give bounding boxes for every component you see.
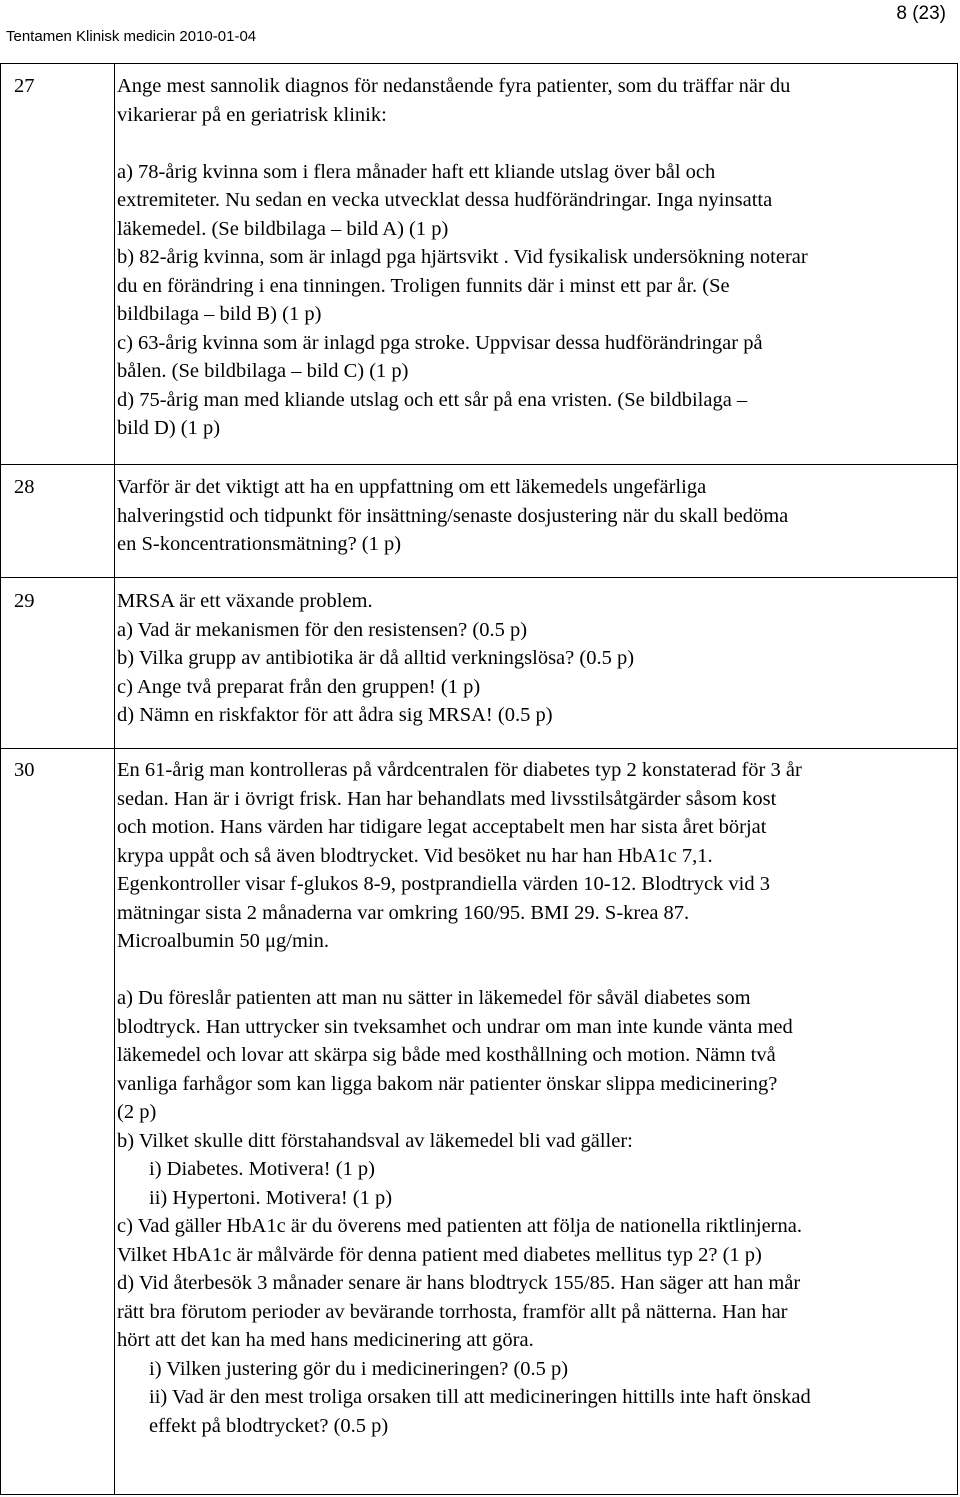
question-text: vanliga farhågor som kan ligga bakom när patienter önskar slippa medicinering? bbox=[117, 1072, 778, 1095]
question-row-30 bbox=[1, 748, 957, 1494]
question-text: bild D) (1 p) bbox=[117, 417, 221, 439]
question-number: 28 bbox=[14, 476, 35, 498]
question-text: ii) Vad är den mest troliga orsaken till att medicineringen hittills inte haft önskad bbox=[149, 1386, 811, 1408]
question-text: du en förändring i ena tinningen. Troligen funnits där i minst ett par år. (Se bbox=[117, 274, 730, 297]
question-row-29 bbox=[1, 577, 957, 748]
question-text: läkemedel. (Se bildbilaga – bild A) (1 p) bbox=[117, 217, 449, 240]
question-text: a) Du föreslår patienten att man nu sätter in läkemedel för såväl diabetes som bbox=[117, 987, 751, 1009]
document-title: Tentamen Klinisk medicin 2010-01-04 bbox=[6, 28, 257, 45]
question-text: b) Vilka grupp av antibiotika är då alltid verkningslösa? (0.5 p) bbox=[117, 647, 635, 669]
question-body bbox=[114, 64, 957, 464]
question-number: 30 bbox=[14, 759, 35, 781]
page-number: 8 (23) bbox=[896, 3, 946, 24]
question-text: rätt bra förutom perioder av bevärande torrhosta, framför allt på nätterna. Han har bbox=[117, 1300, 788, 1323]
question-row-27 bbox=[1, 64, 957, 464]
question-number: 27 bbox=[14, 75, 35, 97]
question-body bbox=[114, 749, 957, 1494]
question-text: en S-koncentrationsmätning? (1 p) bbox=[117, 533, 402, 555]
question-text: c) Vad gäller HbA1c är du överens med patienten att följa de nationella riktlinjerna. bbox=[117, 1215, 802, 1237]
question-text: Vilket HbA1c är målvärde för denna patient med diabetes mellitus typ 2? (1 p) bbox=[117, 1243, 762, 1266]
question-text: hört att det kan ha med hans medicinering att göra. bbox=[117, 1329, 534, 1351]
question-text: extremiteter. Nu sedan en vecka utvecklat dessa hudförändringar. Inga nyinsatta bbox=[117, 189, 773, 211]
question-text: c) Ange två preparat från den gruppen! (1 p) bbox=[117, 675, 481, 698]
question-text: ii) Hypertoni. Motivera! (1 p) bbox=[149, 1186, 393, 1209]
case-text: och motion. Hans värden har tidigare legat acceptabelt men har sista året börjat bbox=[117, 816, 767, 838]
question-text: a) 78-årig kvinna som i flera månader haft ett kliande utslag över bål och bbox=[117, 160, 716, 183]
question-row-28 bbox=[1, 464, 957, 577]
question-text: (2 p) bbox=[117, 1101, 157, 1123]
question-text: halveringstid och tidpunkt för insättning/senaste dosjustering när du skall bedöma bbox=[117, 504, 789, 527]
question-body bbox=[114, 578, 957, 748]
question-text: i) Diabetes. Motivera! (1 p) bbox=[149, 1158, 375, 1180]
question-text: Ange mest sannolik diagnos för nedanstående fyra patienter, som du träffar när du bbox=[117, 75, 791, 97]
question-text: d) Vid återbesök 3 månader senare är hans blodtryck 155/85. Han säger att han mår bbox=[117, 1272, 801, 1294]
question-text: läkemedel och lovar att skärpa sig både med kosthållning och motion. Nämn två bbox=[117, 1044, 776, 1066]
case-text: En 61-årig man kontrolleras på vårdcentralen för diabetes typ 2 konstaterad för 3 år bbox=[117, 759, 802, 781]
question-text: effekt på blodtrycket? (0.5 p) bbox=[149, 1414, 389, 1437]
question-text: bildbilaga – bild B) (1 p) bbox=[117, 303, 322, 325]
question-text: i) Vilken justering gör du i medicineringen? (0.5 p) bbox=[149, 1357, 569, 1380]
case-text: sedan. Han är i övrigt frisk. Han har behandlats med livsstilsåtgärder såsom kost bbox=[117, 787, 777, 810]
sub-questions bbox=[117, 984, 957, 1440]
case-text: mätningar sista 2 månaderna var omkring 160/95. BMI 29. S-krea 87. bbox=[117, 901, 690, 924]
case-text: Egenkontroller visar f-glukos 8-9, postprandiella värden 10-12. Blodtryck vid 3 bbox=[117, 873, 771, 895]
question-number: 29 bbox=[14, 590, 35, 612]
question-text: d) Nämn en riskfaktor för att ådra sig MRSA! (0.5 p) bbox=[117, 704, 553, 726]
question-text: MRSA är ett växande problem. bbox=[117, 590, 373, 612]
question-text: d) 75-årig man med kliande utslag och ett sår på ena vristen. (Se bildbilaga – bbox=[117, 388, 748, 411]
question-text: a) Vad är mekanismen för den resistensen? (0.5 p) bbox=[117, 618, 528, 641]
question-text: blodtryck. Han uttrycker sin tveksamhet och undrar om man inte kunde vänta med bbox=[117, 1015, 793, 1038]
question-text: c) 63-årig kvinna som är inlagd pga stroke. Uppvisar dessa hudförändringar på bbox=[117, 331, 763, 354]
question-table bbox=[0, 63, 958, 1495]
question-text: bålen. (Se bildbilaga – bild C) (1 p) bbox=[117, 360, 409, 382]
question-body bbox=[114, 465, 957, 577]
question-text: Varför är det viktigt att ha en uppfattning om ett läkemedels ungefärliga bbox=[117, 476, 707, 498]
question-text: b) 82-årig kvinna, som är inlagd pga hjärtsvikt . Vid fysikalisk undersökning noterar bbox=[117, 246, 808, 268]
case-text: krypa uppåt och så även blodtrycket. Vid besöket nu har han HbA1c 7,1. bbox=[117, 844, 713, 867]
question-text: b) Vilket skulle ditt förstahandsval av läkemedel bli vad gäller: bbox=[117, 1129, 633, 1152]
case-text: Microalbumin 50 μg/min. bbox=[117, 930, 329, 952]
question-text: vikarierar på en geriatrisk klinik: bbox=[117, 103, 387, 126]
